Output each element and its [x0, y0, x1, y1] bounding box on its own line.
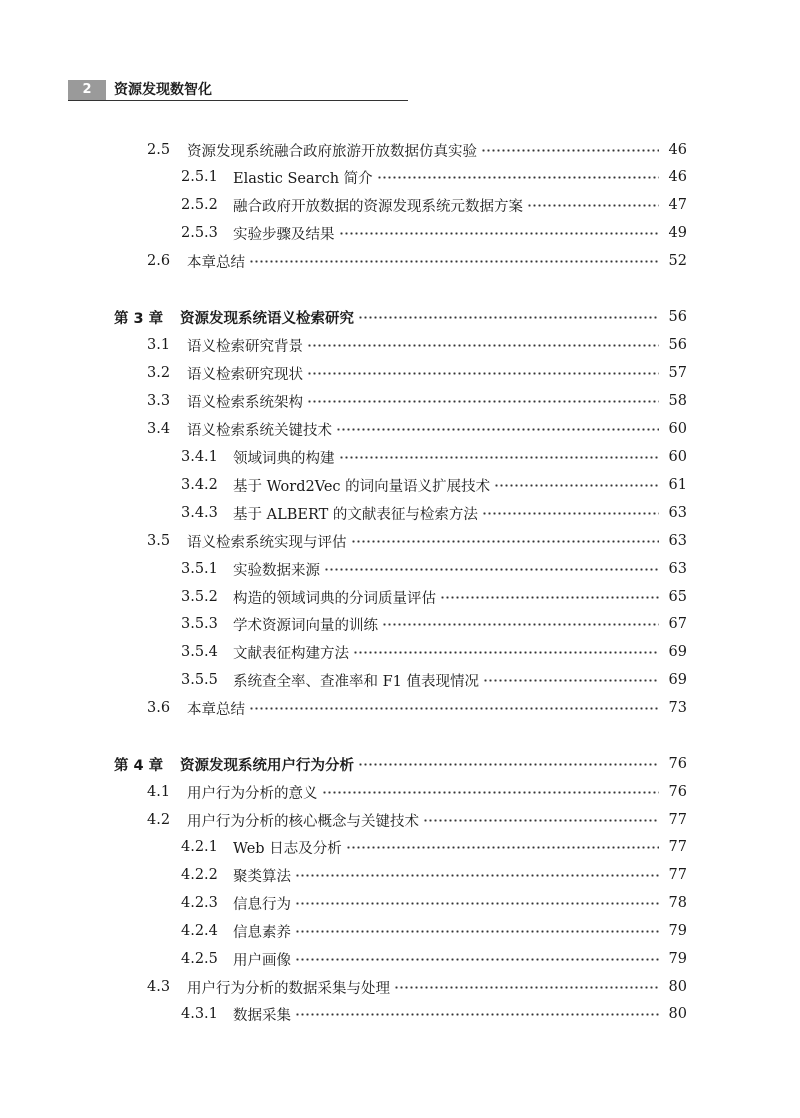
toc-entry-title: 数据采集: [233, 1007, 291, 1024]
toc-entry-number: 2.5.2: [181, 197, 218, 213]
toc-entry-page: 56: [668, 337, 687, 353]
toc-entry-number: 第 3 章: [114, 310, 164, 327]
toc-entry-title: 语义检索系统关键技术: [187, 422, 332, 439]
toc-entry-title: 基于 ALBERT 的文献表征与检索方法: [233, 506, 478, 523]
toc-entry-page: 76: [668, 756, 687, 772]
dot-leader: [307, 400, 659, 403]
dot-leader: [482, 512, 659, 515]
toc-entry-title: 资源发现系统融合政府旅游开放数据仿真实验: [187, 143, 477, 160]
toc-entry-page: 77: [668, 867, 687, 883]
toc-entry-page: 58: [668, 393, 687, 409]
dot-leader: [353, 651, 659, 654]
toc-entry-page: 63: [668, 505, 687, 521]
toc-entry-title: 用户画像: [233, 952, 291, 969]
toc-entry-number: 3.1: [147, 337, 171, 353]
toc-entry-title: Web 日志及分析: [233, 840, 342, 857]
toc-entry-page: 47: [668, 197, 687, 213]
dot-leader: [346, 846, 659, 849]
toc-entry-number: 3.2: [147, 365, 171, 381]
toc-subsection[interactable]: [181, 670, 687, 690]
toc-entry-page: 65: [668, 589, 687, 605]
toc-entry-page: 67: [668, 616, 687, 632]
toc-entry-page: 56: [668, 309, 687, 325]
toc-entry-page: 77: [668, 839, 687, 855]
toc-entry-number: 4.2.5: [181, 951, 218, 967]
toc-subsection[interactable]: [181, 921, 687, 941]
dot-leader: [351, 540, 660, 543]
toc-entry-number: 第 4 章: [114, 757, 164, 774]
dot-leader: [481, 149, 659, 152]
dot-leader: [440, 596, 659, 599]
toc-entry-number: 3.5.5: [181, 672, 218, 688]
toc-entry-title: 语义检索研究现状: [187, 366, 303, 383]
dot-leader: [377, 176, 659, 179]
toc-entry-number: 4.3: [147, 979, 171, 995]
toc-entry-title: 领域词典的构建: [233, 450, 335, 467]
dot-leader: [339, 232, 660, 235]
toc-entry-number: 3.5: [147, 533, 171, 549]
toc-entry-title: 信息素养: [233, 924, 291, 941]
toc-entry-page: 52: [668, 253, 687, 269]
toc-entry-page: 69: [668, 644, 687, 660]
dot-leader: [336, 428, 659, 431]
toc-entry-number: 3.4.1: [181, 449, 218, 465]
toc-entry-page: 80: [668, 1006, 687, 1022]
toc-subsection[interactable]: [181, 893, 687, 913]
dot-leader: [295, 930, 659, 933]
toc-entry-title: 资源发现系统用户行为分析: [180, 757, 354, 774]
toc-entry-number: 3.5.4: [181, 644, 218, 660]
toc-entry-number: 4.2.4: [181, 923, 218, 939]
toc-entry-title: 用户行为分析的数据采集与处理: [187, 980, 390, 997]
dot-leader: [295, 958, 659, 961]
toc-entry-page: 49: [668, 225, 687, 241]
toc-entry-number: 2.5: [147, 142, 171, 158]
toc-subsection[interactable]: [181, 167, 687, 187]
toc-entry-number: 3.6: [147, 700, 171, 716]
dot-leader: [295, 1013, 659, 1016]
toc-entry-title: 语义检索研究背景: [187, 338, 303, 355]
toc-entry-page: 79: [668, 951, 687, 967]
toc-entry-page: 73: [668, 700, 687, 716]
toc-entry-title: 系统查全率、查准率和 F1 值表现情况: [233, 673, 480, 690]
toc-section[interactable]: [147, 419, 687, 439]
toc-entry-page: 63: [668, 561, 687, 577]
toc-section[interactable]: [147, 335, 687, 355]
toc-section[interactable]: [147, 140, 687, 160]
toc-entry-page: 60: [668, 421, 687, 437]
dot-leader: [494, 484, 659, 487]
toc-entry-number: 3.3: [147, 393, 171, 409]
toc-entry-number: 4.1: [147, 784, 171, 800]
toc-entry-number: 4.2.1: [181, 839, 218, 855]
toc-subsection[interactable]: [181, 1004, 687, 1024]
toc-entry-number: 3.4: [147, 421, 171, 437]
toc-subsection[interactable]: [181, 503, 687, 523]
toc-entry-title: 本章总结: [187, 701, 245, 718]
toc-entry-title: 基于 Word2Vec 的词向量语义扩展技术: [233, 478, 491, 495]
toc-subsection[interactable]: [181, 559, 687, 579]
toc-chapter[interactable]: [114, 754, 687, 774]
toc-entry-title: 文献表征构建方法: [233, 645, 349, 662]
toc-entry-number: 4.2: [147, 812, 171, 828]
toc-entry-number: 2.6: [147, 253, 171, 269]
toc-entry-title: 用户行为分析的核心概念与关键技术: [187, 813, 419, 830]
toc-section[interactable]: [147, 251, 687, 271]
toc-entry-page: 60: [668, 449, 687, 465]
toc-entry-title: 构造的领域词典的分词质量评估: [233, 590, 436, 607]
toc-subsection[interactable]: [181, 642, 687, 662]
dot-leader: [324, 568, 659, 571]
dot-leader: [295, 902, 659, 905]
dot-leader: [382, 623, 659, 626]
toc-entry-title: 聚类算法: [233, 868, 291, 885]
toc-section[interactable]: [147, 810, 687, 830]
toc-subsection[interactable]: [181, 614, 687, 634]
toc-subsection[interactable]: [181, 949, 687, 969]
toc-entry-page: 78: [668, 895, 687, 911]
toc-entry-page: 46: [668, 169, 687, 185]
toc-subsection[interactable]: [181, 587, 687, 607]
dot-leader: [358, 316, 659, 319]
toc-entry-title: 融合政府开放数据的资源发现系统元数据方案: [233, 198, 523, 215]
dot-leader: [249, 260, 659, 263]
toc-entry-number: 4.2.3: [181, 895, 218, 911]
dot-leader: [249, 707, 659, 710]
toc-entry-title: 用户行为分析的意义: [187, 785, 318, 802]
toc-entry-title: 实验数据来源: [233, 562, 320, 579]
toc-subsection[interactable]: [181, 223, 687, 243]
toc-entry-number: 4.3.1: [181, 1006, 218, 1022]
toc-entry-page: 79: [668, 923, 687, 939]
toc-section[interactable]: [147, 977, 687, 997]
toc-section[interactable]: [147, 363, 687, 383]
dot-leader: [307, 344, 659, 347]
toc-entry-title: 语义检索系统实现与评估: [187, 534, 347, 551]
toc-subsection[interactable]: [181, 475, 687, 495]
dot-leader: [527, 204, 659, 207]
toc-section[interactable]: [147, 531, 687, 551]
toc-subsection[interactable]: [181, 195, 687, 215]
toc-entry-page: 69: [668, 672, 687, 688]
dot-leader: [322, 791, 660, 794]
toc-entry-number: 3.5.2: [181, 589, 218, 605]
toc-entry-title: 本章总结: [187, 254, 245, 271]
toc-section[interactable]: [147, 782, 687, 802]
dot-leader: [423, 819, 659, 822]
dot-leader: [339, 456, 660, 459]
toc-entry-number: 2.5.3: [181, 225, 218, 241]
toc-entry-number: 3.4.2: [181, 477, 218, 493]
toc-entry-page: 76: [668, 784, 687, 800]
toc-entry-title: 信息行为: [233, 896, 291, 913]
toc-section[interactable]: [147, 391, 687, 411]
toc-entry-number: 3.5.1: [181, 561, 218, 577]
toc-chapter[interactable]: [114, 307, 687, 327]
toc-subsection[interactable]: [181, 865, 687, 885]
toc-section[interactable]: [147, 698, 687, 718]
dot-leader: [307, 372, 659, 375]
toc-entry-title: 资源发现系统语义检索研究: [180, 310, 354, 327]
toc-entry-number: 3.5.3: [181, 616, 218, 632]
toc-entry-page: 77: [668, 812, 687, 828]
toc-entry-title: 学术资源词向量的训练: [233, 617, 378, 634]
toc-entry-title: 语义检索系统架构: [187, 394, 303, 411]
book-title: 资源发现数智化: [114, 82, 212, 98]
dot-leader: [483, 679, 659, 682]
dot-leader: [358, 763, 659, 766]
dot-leader: [295, 874, 659, 877]
toc-subsection[interactable]: [181, 837, 687, 857]
toc-entry-page: 57: [668, 365, 687, 381]
toc-entry-number: 4.2.2: [181, 867, 218, 883]
toc-subsection[interactable]: [181, 447, 687, 467]
page-number: 2: [68, 80, 106, 100]
toc-entry-number: 3.4.3: [181, 505, 218, 521]
toc-entry-page: 80: [668, 979, 687, 995]
toc-entry-page: 46: [668, 142, 687, 158]
toc-entry-page: 63: [668, 533, 687, 549]
toc-entry-page: 61: [668, 477, 687, 493]
toc-entry-number: 2.5.1: [181, 169, 218, 185]
toc-entry-title: 实验步骤及结果: [233, 226, 335, 243]
dot-leader: [394, 986, 659, 989]
toc-entry-title: Elastic Search 简介: [233, 170, 373, 187]
